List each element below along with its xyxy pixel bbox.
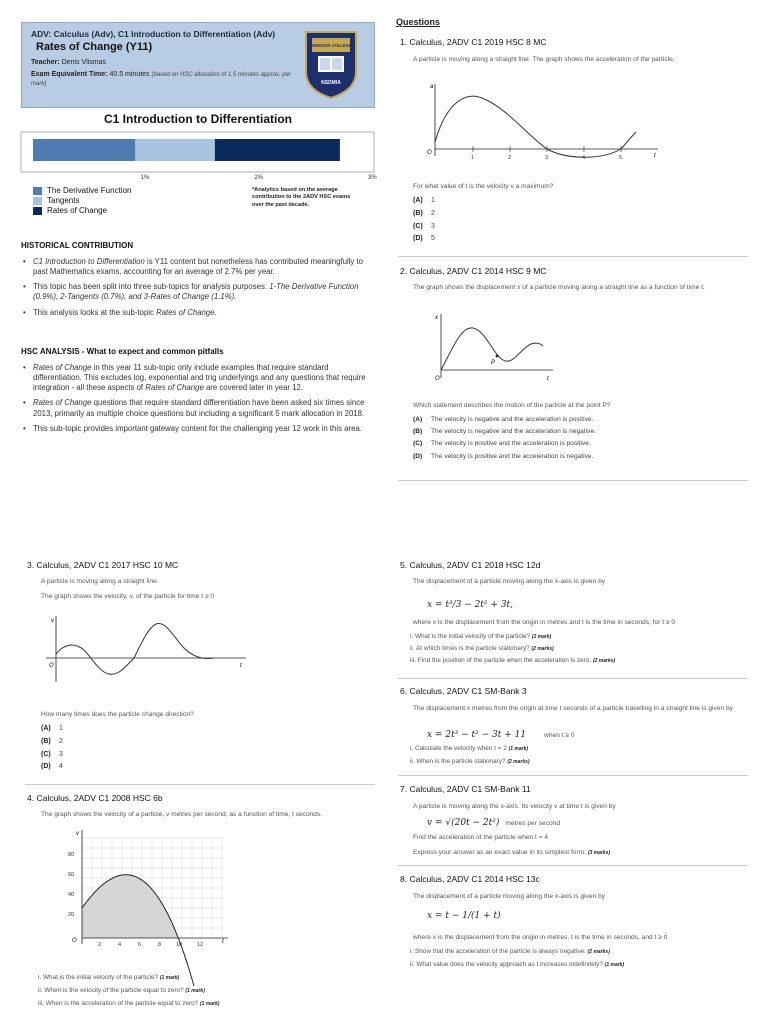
contribution-chart [21,132,375,184]
svg-text:2: 2 [98,942,102,948]
q4-part-i: i. What is the initial velocity of the particle? (1 mark) [38,974,180,981]
svg-text:20: 20 [68,912,75,918]
svg-text:40: 40 [68,892,75,898]
q2-displacement-graph [425,308,560,390]
q1-option-a[interactable]: (A) 1 [413,197,435,204]
svg-text:P: P [491,360,496,366]
hsc-bullet: • Rates of Change in this year 11 sub-topic only include examples that require standard differentiation. This excludes log, exponential and trig underlyings and any questions that require integration - all these aspects of Rates of Change are covered later in year 12. [21,363,371,393]
q8-header: 8. Calculus, 2ADV C1 2014 HSC 13c [400,874,540,884]
q7-formula-row [427,818,560,829]
q3-ask: How many times does the particle change direction? [41,711,194,718]
svg-text:80: 80 [68,852,75,858]
svg-text:O: O [427,150,432,156]
bar-segment-3 [215,139,340,161]
historical-bullet: • C1 Introduction to Differentiation is Y11 content but nonetheless has contributed meaningfully to past Mathematics exams, accounting for an average of 2.7% per year. [21,257,371,277]
q4-text: The graph shows the velocity of a particle, v metres per second, as a function of time, t seconds. [41,811,323,818]
exam-time-line: Exam Equivalent Time: 40.5 minutes (based on HSC allocation of 1.5 minutes approx. per mark) [31,71,291,87]
q1-acceleration-graph [422,80,662,162]
svg-text:60: 60 [68,872,75,878]
questions-heading: Questions [396,17,441,27]
hsc-heading: HSC ANALYSIS - What to expect and common pitfalls [21,347,224,356]
q2-option-a[interactable]: (A) The velocity is negative and the acceleration is positive. [413,416,594,423]
svg-text:t: t [240,663,242,669]
q6-parts [410,745,530,766]
q1-ask: For what value of t is the velocity v a maximum? [413,183,554,190]
q5-formula: x = t³/3 − 2t² + 3t, [427,600,514,610]
svg-text:3: 3 [545,155,549,161]
q1-header: 1. Calculus, 2ADV C1 2019 HSC 8 MC [400,37,547,47]
q1-option-b[interactable]: (B) 2 [413,209,435,217]
historical-bullet: • This topic has been split into three sub-topics for analysis purposes: 1-The Derivative Function (0.9%), 2-Tangents (0.7%), and 3-Rates of Change (1.1%). [21,282,371,302]
q1-curve [435,96,636,157]
svg-text:NSDMIA: NSDMIA [321,80,341,86]
q3-option-b[interactable]: (B) 2 [41,737,63,745]
q7-formula: v = √(20t − 2t²) [427,818,500,828]
q2-option-b[interactable]: (B) The velocity is negative and the acceleration is negative. [413,428,596,436]
bar-segment-1 [33,139,135,161]
legend-item-rates: Rates of Change [33,206,131,216]
legend-swatch [33,207,42,215]
legend-item-tangents: Tangents [33,196,131,206]
q2-option-d[interactable]: (D) The velocity is positive and the acceleration is negative. [413,452,594,460]
q3-option-a[interactable]: (A) 1 [41,725,63,732]
svg-text:12: 12 [197,942,204,948]
svg-text:t: t [654,153,656,159]
svg-text:O: O [49,663,54,669]
q6-text: The displacement x metres from the origin at time t seconds of a particle travelling in a straight line is given by [413,705,733,712]
q4-part-iii: iii. When is the acceleration of the particle equal to zero? (1 mark) [38,1000,220,1007]
q3-text1: A particle is moving along a straight line. [41,578,159,585]
historical-section [21,241,371,323]
q1-option-c[interactable]: (C) 3 [413,222,435,230]
q7-text: A particle is moving along the x-axis. Its velocity v at time t is given by [413,803,616,810]
q5-part-i: i. What is the initial velocity of the particle? (1 mark) [410,633,552,640]
divider [25,784,375,785]
svg-text:6: 6 [138,942,142,948]
x-tick-label: 3% [368,175,377,181]
svg-text:t: t [547,376,549,382]
q8-part-ii: ii. What value does the velocity approach as t increases indefinitely? (1 mark) [410,961,625,968]
svg-text:a: a [430,84,434,90]
legend-item-derivative: The Derivative Function [33,186,131,196]
q5-where: where x is the displacement from the origin in metres and t is the time in seconds, for t ≥ 0 [413,619,675,626]
q8-parts [410,948,624,969]
q8-part-i: i. Show that the acceleration of the particle is always negative. (2 marks) [410,948,610,955]
q8-where: where x is the displacement from the origin in metres, t is the time in seconds, and t ≥ 0 [413,934,668,941]
q1-options [413,197,435,248]
x-tick-label: 2% [254,175,264,181]
svg-text:O: O [435,376,440,382]
q2-header: 2. Calculus, 2ADV C1 2014 HSC 9 MC [400,266,547,276]
q2-option-c[interactable]: (C) The velocity is positive and the acceleration is positive. [413,440,591,448]
divider [398,480,748,481]
q7-header: 7. Calculus, 2ADV C1 SM-Bank 11 [400,784,531,794]
q6-part-i: i. Calculate the velocity when t = 2 (1 mark) [410,745,529,752]
q5-text: The displacement of a particle moving along the x-axis is given by [413,578,606,585]
svg-text:v: v [51,618,54,624]
q8-text: The displacement of a particle moving along the x-axis is given by [413,893,606,900]
q2-text: The graph shows the displacement x of a particle moving along a straight line as a function of time t. [413,284,705,291]
college-crest-logo [302,28,360,100]
divider [398,678,748,679]
q5-header: 5. Calculus, 2ADV C1 2018 HSC 12d [400,560,541,570]
x-tick-label: 1% [140,175,150,181]
historical-bullet: • This analysis looks at the sub-topic Rates of Change. [21,308,371,318]
q3-velocity-graph [44,612,254,688]
divider [398,256,748,257]
svg-text:5: 5 [619,155,623,161]
historical-heading: HISTORICAL CONTRIBUTION [21,241,134,250]
q4-velocity-graph [58,826,233,950]
q7-find: Find the acceleration of the particle when t = 4 [413,834,549,841]
q2-options [413,416,596,465]
q3-option-d[interactable]: (D) 4 [41,763,63,771]
svg-text:WINDSOR COLLEGE: WINDSOR COLLEGE [310,43,352,48]
q3-option-c[interactable]: (C) 3 [41,750,63,758]
hsc-bullet: • Rates of Change questions that require standard differentiation have been asked six times since 2013, primarily as multiple choice questions but including a significant 5 mark allocation in 2018. [21,398,371,418]
q2-point-p [496,355,499,358]
q5-part-ii: ii. At which times is the particle stationary? (2 marks) [410,645,554,652]
q4-parts [38,974,219,1008]
svg-text:8: 8 [158,942,162,948]
legend-swatch [33,187,42,195]
hsc-analysis-section [21,347,371,439]
q7-express: Express your answer as an exact value in its simplest form. (3 marks) [413,849,611,856]
svg-text:t: t [222,939,224,945]
svg-text:2: 2 [508,155,512,161]
chart-legend [33,186,131,216]
q7-units: metres per second [505,819,560,827]
svg-text:10: 10 [176,942,183,948]
header-subtitle: ADV: Calculus (Adv), C1 Introduction to Differentiation (Adv) [31,29,276,39]
q2-ask: Which statement describes the motion of the particle at the point P? [413,402,611,409]
q5-part-iii: iii. Find the position of the particle when the acceleration is zero. (2 marks) [410,657,616,664]
section-title: C1 Introduction to Differentiation [104,112,292,126]
q4-header: 4. Calculus, 2ADV C1 2008 HSC 6b [27,793,163,803]
svg-text:x: x [435,315,438,321]
legend-swatch [33,197,42,205]
q6-header: 6. Calculus, 2ADV C1 SM-Bank 3 [400,686,527,696]
bar-segment-2 [135,139,215,161]
q8-formula: x = t − 1/(1 + t) [427,911,501,921]
analytics-note: *Analytics based on the average contribution to the 2ADV HSC exams over the past decade. [252,187,351,208]
divider [398,775,748,776]
q3-options [41,725,63,776]
page-title: Rates of Change (Y11) [36,41,153,53]
divider [398,865,748,866]
svg-text:1: 1 [471,155,475,161]
svg-text:4: 4 [582,155,586,161]
q6-part-ii: ii. When is the particle stationary? (2 marks) [410,758,530,765]
q5-parts [410,633,615,665]
q6-formula: x = 2t³ − t² − 3t + 11 [427,730,527,740]
svg-text:O: O [72,938,77,944]
q4-part-ii: ii. When is the velocity of the particle equal to zero? (1 mark) [38,987,205,994]
q1-text: A particle is moving along a straight line. The graph shows the acceleration of the particle. [413,56,675,63]
q3-curve [56,623,214,674]
svg-text:v: v [76,831,79,837]
teacher-line: Teacher: Denis Vlismas [31,59,106,66]
q3-header: 3. Calculus, 2ADV C1 2017 HSC 10 MC [27,560,179,570]
q6-formula-row [427,730,575,741]
svg-text:4: 4 [118,942,122,948]
hsc-bullet: • This sub-topic provides important gateway content for the challenging year 12 work in this area. [21,424,371,434]
q3-text2: The graph shows the velocity, v, of the particle for time t ≥ 0 [41,593,215,600]
header-box [21,22,375,108]
q1-option-d[interactable]: (D) 5 [413,235,435,243]
q6-when: when t ≥ 0 [544,731,575,739]
